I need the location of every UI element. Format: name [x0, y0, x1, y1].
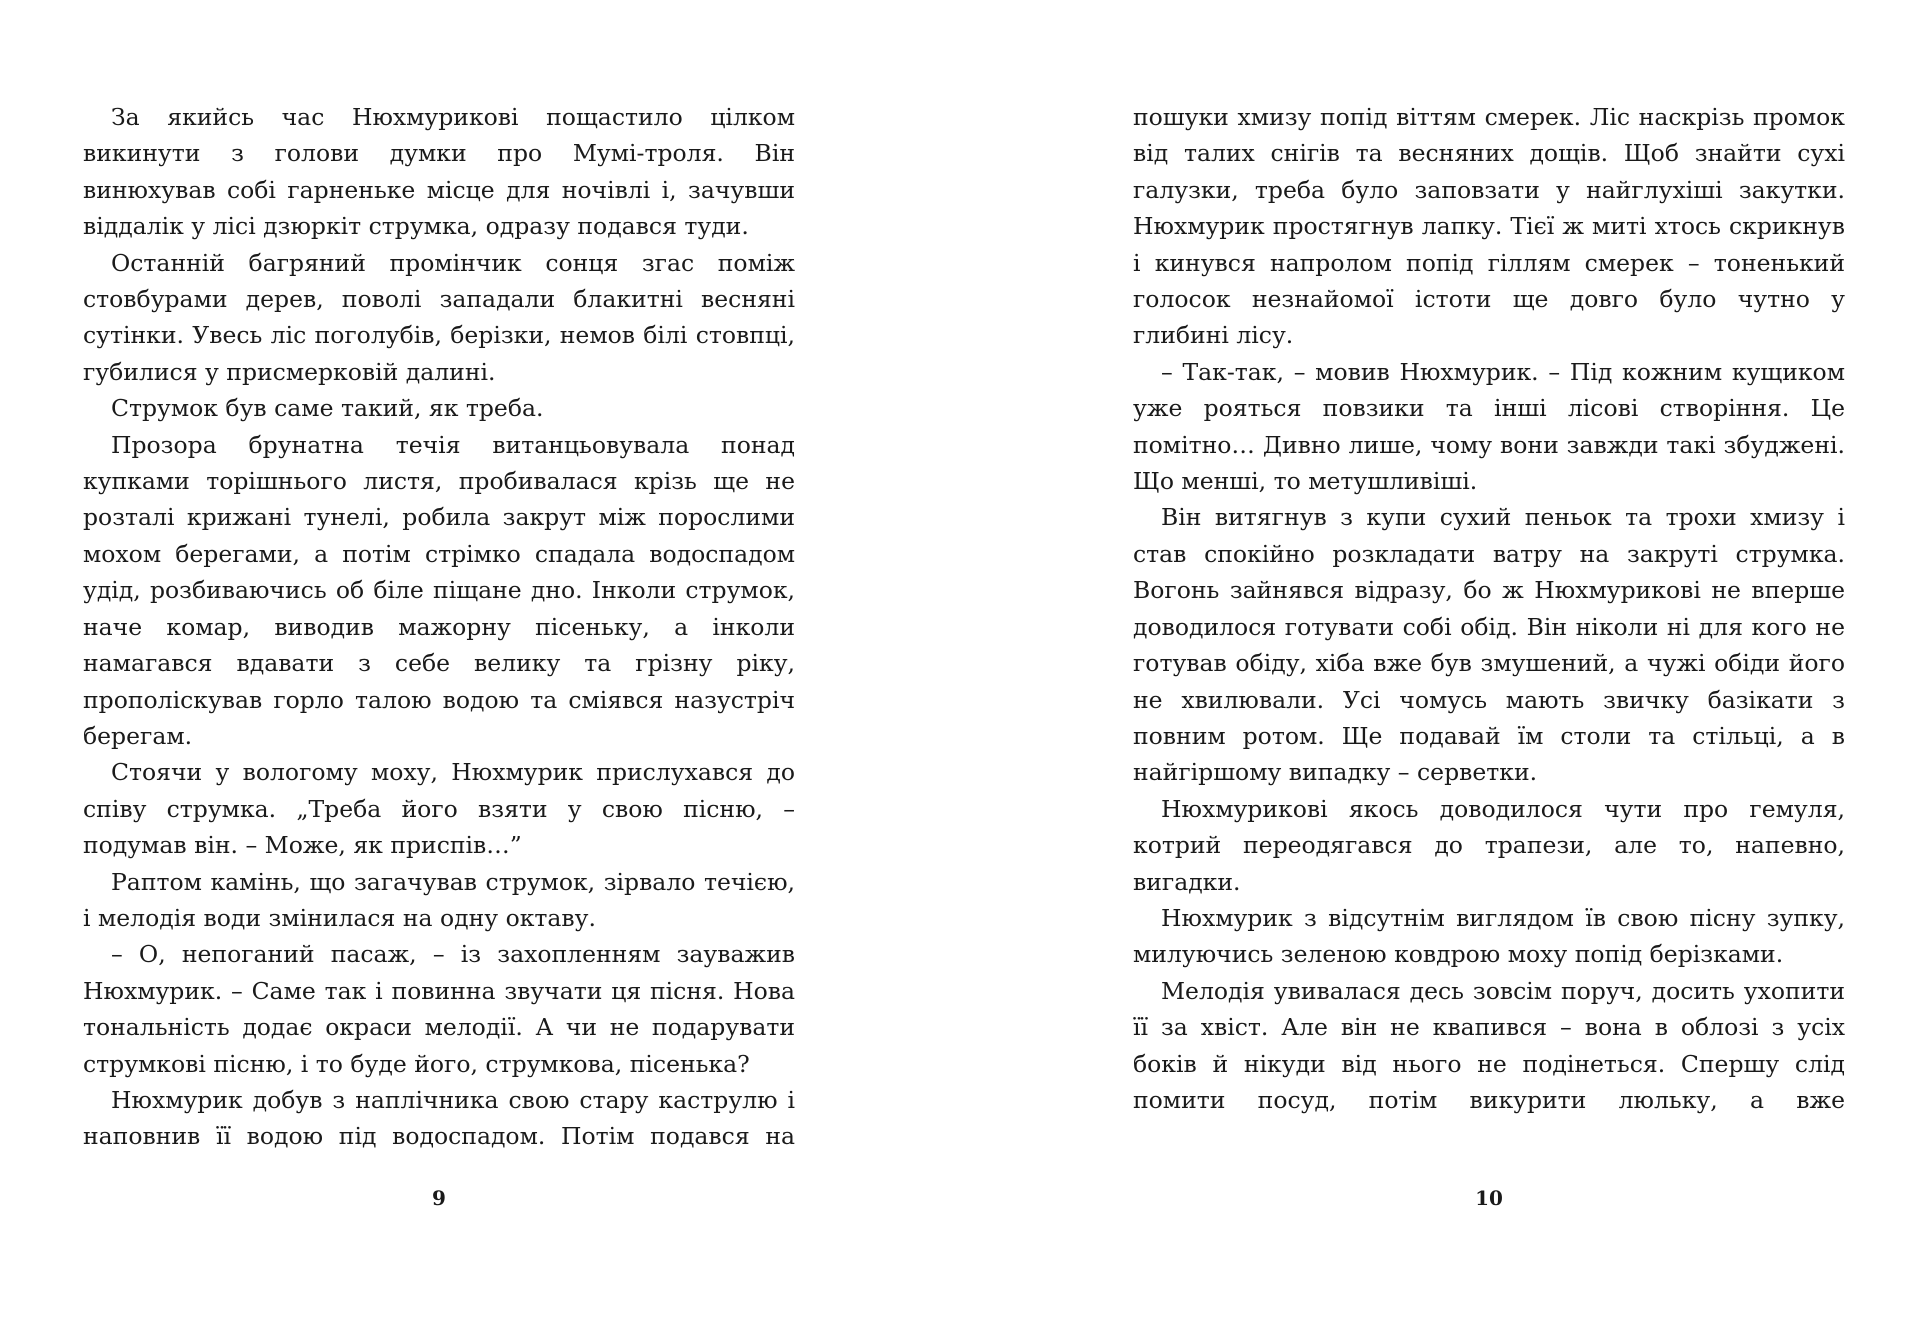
paragraph: Мелодія увивалася десь зовсім поруч, досить ухопити її за хвіст. Але він не квапився – вона в облозі з усіх боків й нікуди від нього не подінеться. Спершу слід помити посуд, потім викурити люльку, а вже: [1133, 976, 1845, 1114]
paragraph: Прозора брунатна течія витанцьовувала понад купками торішнього листя, пробивалася крізь ще не розталі крижані тунелі, робила закрут між порослими мохом берегами, а потім стрімко спадала водоспадом удід, розбиваючись об біле піщане дно. Інколи струмок, наче комар, виводив мажорну пісеньку, а інколи намагався вдавати з себе велику та грізну ріку, прополіскував горло талою водою та сміявся назустріч берегам.: [83, 430, 795, 750]
paragraph: Нюхмурик добув з наплічника свою стару каструлю і наповнив її водою під водоспадом. Потім подався на: [83, 1085, 795, 1151]
paragraph: Нюхмурик з відсутнім виглядом їв свою пісну зупку, милуючись зеленою ковдрою моху попід берізками.: [1133, 903, 1845, 969]
right-page-text: [1133, 99, 1845, 1118]
paragraph: Стоячи у вологому моху, Нюхмурик прислухався до співу струмка. „Треба його взяти у свою пісню, – подумав він. – Може, як приспів…”: [83, 758, 795, 860]
paragraph: Останній багряний промінчик сонця згас поміж стовбурами дерев, поволі западали блакитні весняні сутінки. Увесь ліс поголубів, берізки, немов білі стовпці, губилися у присмерковій далині.: [83, 248, 795, 386]
right-page: [1133, 99, 1845, 1118]
left-page-text: [83, 99, 795, 1155]
paragraph: Струмок був саме такий, як треба.: [111, 394, 544, 423]
paragraph: Нюхмурикові якось доводилося чути про гемуля, котрий переодягався до трапези, але то, напевно, вигадки.: [1133, 794, 1845, 896]
paragraph: – О, непоганий пасаж, – із захопленням зауважив Нюхмурик. – Саме так і повинна звучати ця пісня. Нова тональність додає окраси мелодії. А чи не подарувати струмкові пісню, і то буде його, струмкова, пісенька?: [83, 940, 795, 1078]
paragraph-continuation: пошуки хмизу попід віттям смерек. Ліс наскрізь промок від талих снігів та весняних дощів. Щоб знайти сухі галузки, треба було заповзати у найглухіші закутки. Нюхмурик простягнув лапку. Тієї ж миті хтось скрикнув і кинувся напролом попід гіллям смерек – тоненький голосок незнайомої істоти ще довго було чутно у глибині лісу.: [1133, 103, 1845, 350]
page-number-left: 9: [432, 1186, 446, 1210]
left-page: [83, 99, 795, 1155]
page-number-right: 10: [1475, 1186, 1503, 1210]
paragraph: Раптом камінь, що загачував струмок, зірвало течією, і мелодія води змінилася на одну октаву.: [83, 867, 795, 932]
paragraph: За якийсь час Нюхмурикові пощастило цілком викинути з голови думки про Мумі-троля. Він винюхував собі гарненьке місце для ночівлі і, зачувши віддалік у лісі дзюркіт струмка, одразу подався туди.: [83, 103, 795, 241]
paragraph: – Так-так, – мовив Нюхмурик. – Під кожним кущиком уже рояться повзики та інші лісові створіння. Це помітно… Дивно лише, чому вони завжди такі збуджені. Що менші, то метушливіші.: [1133, 357, 1845, 496]
paragraph: Він витягнув з купи сухий пеньок та трохи хмизу і став спокійно розкладати ватру на закруті струмка. Вогонь зайнявся відразу, бо ж Нюхмурикові не вперше доводилося готувати собі обід. Він ніколи ні для кого не готував обіду, хіба вже був змушений, а чужі обіди його не хвилювали. Усі чомусь мають звичку базікати з повним ротом. Ще подавай їм столи та стільці, а в найгіршому випадку – серветки.: [1133, 503, 1845, 787]
